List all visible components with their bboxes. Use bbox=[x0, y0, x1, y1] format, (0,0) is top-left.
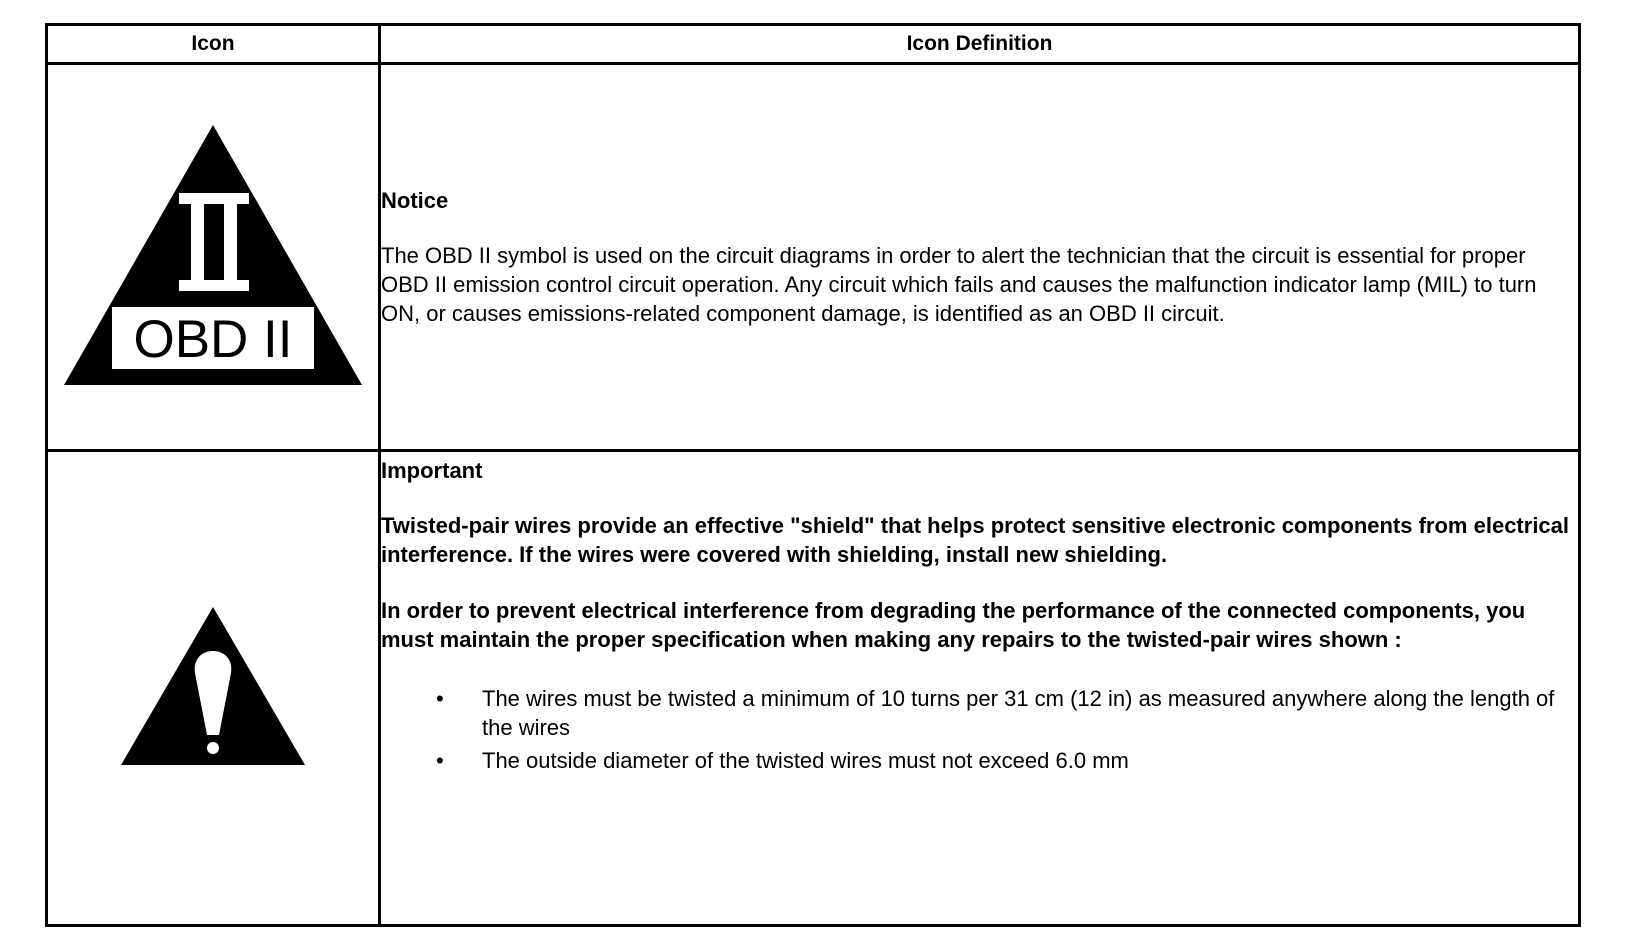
warning-exclamation-icon bbox=[119, 605, 307, 767]
list-item-text: The outside diameter of the twisted wires must not exceed 6.0 mm bbox=[482, 748, 1129, 773]
notice-text: The OBD II symbol is used on the circuit diagrams in order to alert the technician that the circuit is essential for proper OBD II emission control circuit operation. Any circuit which fails and causes the malfunction indicator lamp (MIL) to turn ON, or causes emissions-related component damage, is identified as an OBD II circuit. bbox=[381, 243, 1537, 326]
important-paragraph-1: Twisted-pair wires provide an effective "shield" that helps protect sensitive electronic components from electrical interference. If the wires were covered with shielding, install new shielding. bbox=[381, 513, 1570, 567]
bullet-icon: • bbox=[436, 686, 444, 711]
important-paragraph-2: In order to prevent electrical interference from degrading the performance of the connected components, you must maintain the proper specification when making any repairs to the twisted-pair wires shown : bbox=[381, 598, 1526, 652]
table-row-notice bbox=[47, 64, 1580, 451]
header-icon: Icon bbox=[47, 25, 380, 64]
header-icon-definition: Icon Definition bbox=[380, 25, 1580, 64]
obd-ii-icon-label: OBD II bbox=[133, 309, 293, 369]
icon-definition-table bbox=[45, 23, 1581, 927]
list-item bbox=[381, 746, 1578, 775]
list-item bbox=[381, 684, 1578, 742]
bullet-icon: • bbox=[436, 748, 444, 773]
definition-cell-important bbox=[380, 451, 1580, 926]
table-row-important bbox=[47, 451, 1580, 926]
icon-cell-obd bbox=[47, 64, 380, 451]
definition-cell-notice bbox=[380, 64, 1580, 451]
table-header-row bbox=[47, 25, 1580, 64]
icon-cell-warning bbox=[47, 451, 380, 926]
important-heading: Important bbox=[381, 458, 483, 483]
list-item-text: The wires must be twisted a minimum of 10 turns per 31 cm (12 in) as measured anywhere along the length of the wires bbox=[482, 686, 1555, 740]
obd-ii-icon bbox=[62, 123, 364, 387]
notice-heading: Notice bbox=[381, 188, 449, 213]
spec-list bbox=[381, 684, 1578, 775]
